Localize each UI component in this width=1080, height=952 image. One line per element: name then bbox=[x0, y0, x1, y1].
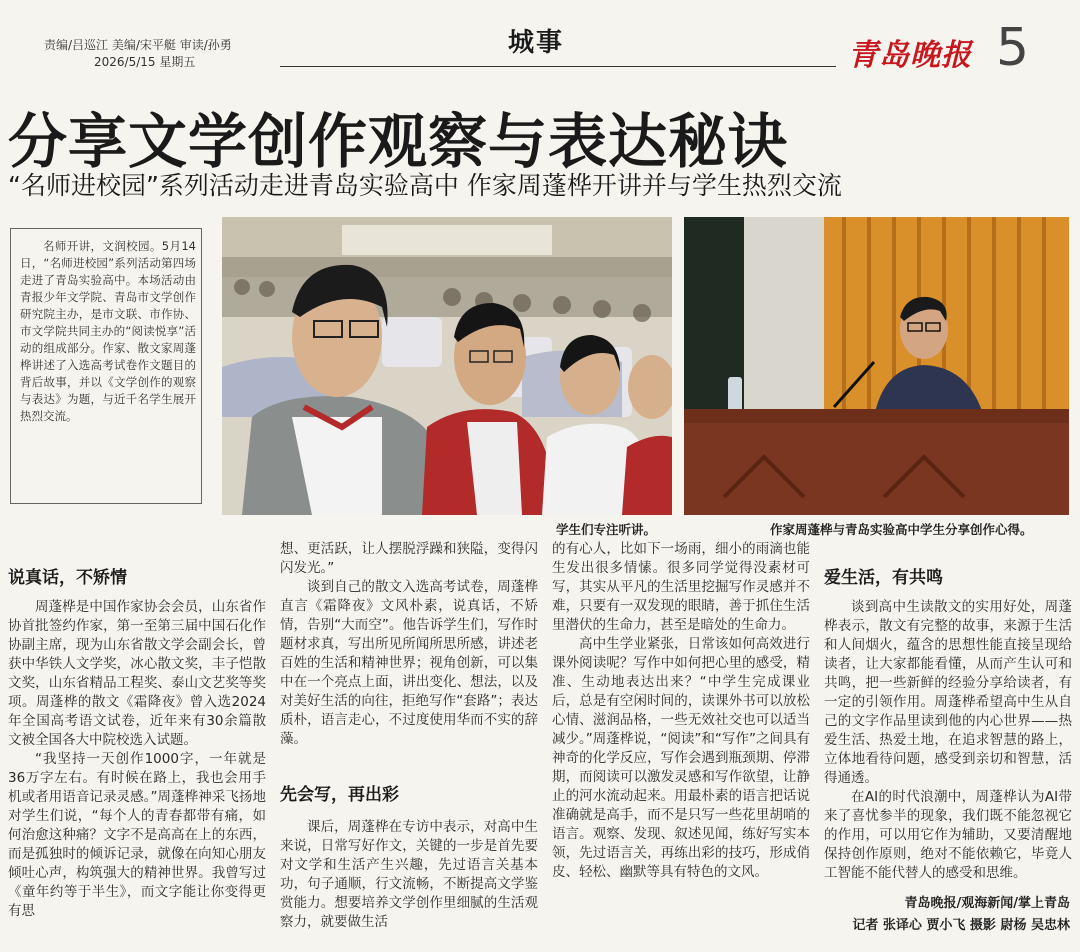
col2-paragraph-1: 谈到自己的散文入选高考试卷，周蓬桦直言《霜降夜》文风朴素，说真话，不矫情，告别“大而空”。他告诉学生们，写作时题材求真，写出所见所闻所思所感，讲述老百姓的生活和精神世界；视角创新，可以集中在一个亮点上面，讲出变化、想法，以及对美好生活的向往，拒绝写作“套路”；表达质朴，语言走心，不过度使用华而不实的辞藻。 bbox=[280, 579, 538, 747]
col3-paragraph-0: 的有心人，比如下一场雨，细小的雨滴也能生发出很多情愫。很多同学觉得没素材可写，其实从平凡的生活里挖掘写作灵感并不难，只要有一双发现的眼睛，善于抓住生活里潜伏的生命力，甚至是暗处的生命力。 bbox=[552, 541, 810, 633]
speaker-illustration bbox=[684, 217, 1069, 515]
col2-paragraph-0: 想、更活跃，让人摆脱浮躁和狭隘，变得闪闪发光。” bbox=[280, 541, 538, 576]
col3-paragraph-1: 高中生学业紧张，日常该如何高效进行课外阅读呢？写作中如何把心里的感受，精准、生动地表达出来？“中学生完成课业后，总是有空闲时间的，读课外书可以放松心情、滋润品格，一些无效社交也可以适当减少。”周蓬桦说，“阅读”和“写作”之间具有神奇的化学反应，写作会遇到瓶颈期、停滞期，而阅读可以激发灵感和写作欲望，让静止的河水流动起来。用最朴素的语言把话说准确就是高手，而不是只写一些花里胡哨的语言。观察、发现、叙述见闻，练好写实本领，先过语言关，再练出彩的技巧，形成俏皮、轻松、幽默等具有特色的文风。 bbox=[552, 636, 810, 880]
caption-speaker: 作家周蓬桦与青岛实验高中学生分享创作心得。 bbox=[770, 522, 1033, 537]
lead-paragraph: 名师开讲，文润校园。5月14日，“名师进校园”系列活动第四场走进了青岛实验高中。本场活动由青报少年文学院、青岛市文学创作研究院主办，是市文联、市作协、市文学院共同主办的“阅读悦享”活动的组成部分。作家、散文家周蓬桦讲述了入选高考试卷作文题目的背后故事，并以《文学创作的观察与表达》为题，与近千名学生展开热烈交流。 bbox=[20, 239, 196, 423]
column-2-top bbox=[280, 540, 538, 749]
section-title: 城事 bbox=[508, 28, 565, 58]
subhead-col2: 先会写，再出彩 bbox=[280, 785, 399, 805]
editors-line: 责编/吕巡江 美编/宋平艇 审读/孙勇 bbox=[44, 38, 232, 52]
subhead-col1: 说真话，不矫情 bbox=[8, 568, 127, 588]
students-illustration bbox=[222, 217, 672, 515]
byline-outlets: 青岛晚报/观海新闻/掌上青岛 bbox=[904, 896, 1070, 911]
newspaper-masthead: 青岛晚报 bbox=[848, 38, 972, 73]
column-4 bbox=[824, 598, 1072, 883]
column-1 bbox=[8, 598, 266, 921]
byline-reporters: 记者 张译心 贾小飞 摄影 尉杨 吴忠林 bbox=[852, 918, 1070, 933]
article-subtitle: “名师进校园”系列活动走进青岛实验高中 作家周蓬桦开讲并与学生热烈交流 bbox=[8, 171, 842, 200]
col1-paragraph-1: 周蓬桦是中国作家协会会员，山东省作协首批签约作家，第一至第三届中国石化作协副主席，现为山东省散文学会副会长，曾获中华铁人文学奖，冰心散文奖，丰子恺散文奖，山东省精品工程奖、泰山文艺奖等奖项。周蓬桦的散文《霜降夜》曾入选2024年全国高考语文试卷，近年来有30余篇散文被全国各大中院校选入试题。 bbox=[8, 599, 266, 748]
subhead-col4: 爱生活，有共鸣 bbox=[824, 568, 943, 588]
column-3 bbox=[552, 540, 810, 882]
col4-paragraph-1: 谈到高中生读散文的实用好处，周蓬桦表示，散文有完整的故事，来源于生活和人间烟火，蕴含的思想性能直接呈现给读者，让大家都能看懂，从而产生认可和共鸣，把一些新鲜的经验分享给读者，有一定的引领作用。周蓬桦希望高中生从自己的文字作品里读到他的内心世界——热爱生活、热爱土地，在追求智慧的路上，立体地看待问题，感受到亲切和智慧，活得通透。 bbox=[824, 599, 1072, 786]
byline bbox=[822, 893, 1070, 937]
date-line: 2026/5/15 星期五 bbox=[94, 55, 196, 69]
photo-speaker bbox=[684, 217, 1069, 515]
caption-students: 学生们专注听讲。 bbox=[556, 522, 657, 537]
column-2-bottom bbox=[280, 818, 538, 932]
col4-paragraph-2: 在AI的时代浪潮中，周蓬桦认为AI带来了喜忧参半的现象，我们既不能忽视它的作用，可以用它作为辅助，又要清醒地保持创作原则，绝对不能依赖它，毕竟人工智能不能代替人的感受和思维。 bbox=[824, 789, 1072, 881]
header-rule bbox=[280, 66, 836, 67]
page-number: 5 bbox=[996, 18, 1030, 78]
header-meta bbox=[44, 37, 232, 71]
col1-paragraph-2: “我坚持一天创作1000字，一年就是36万字左右。有时候在路上，我也会用手机或者用语音记录灵感。”周蓬桦神采飞扬地对学生们说，“每个人的青春都带有痛，如何治愈这种痛？文字不是高高在上的东西，而是孤独时的倾诉记录，就像在向知心朋友倾吐心声，构筑强大的精神世界。我曾写过《童年约等于半生》，而文字能让你变得更有思 bbox=[8, 751, 266, 919]
photo-students-listening bbox=[222, 217, 672, 515]
article-headline: 分享文学创作观察与表达秘诀 bbox=[8, 107, 789, 176]
col2-paragraph-2: 课后，周蓬桦在专访中表示，对高中生来说，日常写好作文，关键的一步是首先要对文学和生活产生兴趣，先过语言关基本功，句子通顺，行文流畅，不断提高文学鉴赏能力。想要培养文学创作里细腻的生活观察力，就要做生活 bbox=[280, 819, 538, 930]
